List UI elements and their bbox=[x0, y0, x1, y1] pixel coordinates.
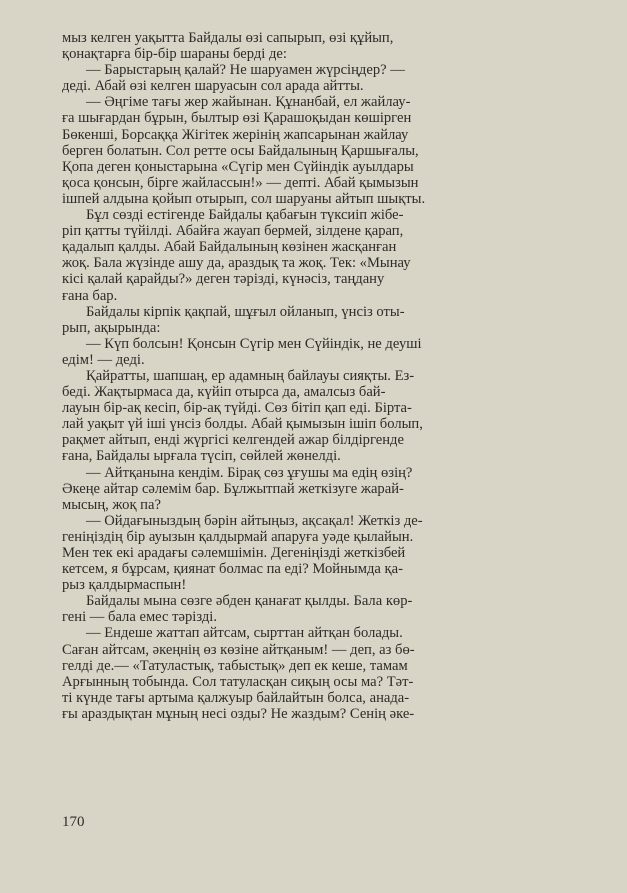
text-line: рып, ақырында: bbox=[62, 319, 161, 336]
text-line: — Күп болсын! Қонсын Сүгір мен Сүйіндік, не деуші bbox=[86, 335, 422, 352]
text-line: мысың, жоқ па? bbox=[62, 496, 161, 513]
text-line: — Әңгіме тағы жер жайынан. Құнанбай, ел жайлау- bbox=[86, 94, 411, 111]
text-line: лай уақыт үй іші үнсіз болды. Абай қымызын ішіп болып, bbox=[62, 416, 423, 433]
page-number: 170 bbox=[62, 814, 85, 830]
text-line: Байдалы мына сөзге әбден қанағат қылды. Бала көр- bbox=[86, 593, 413, 610]
text-line: ға шығардан бұрын, былтыр өзі Қарашоқыдан көшірген bbox=[62, 110, 412, 127]
text-line: берген болатын. Сол ретте осы Байдалының Қаршығалы, bbox=[62, 142, 419, 159]
text-line: ті күнде тағы артыма қалжуыр байлайтын болса, анада- bbox=[62, 689, 410, 706]
body-text bbox=[62, 30, 583, 722]
text-line: кісі қалай қарайды?» деген тәрізді, күнәсіз, таңдану bbox=[62, 271, 385, 288]
text-line: Әкеңе айтар сәлемім бар. Бұлжытпай жеткізуге жарай- bbox=[62, 480, 404, 497]
text-line: ғана, Байдалы ырғала түсіп, сөйлей жөнелді. bbox=[62, 448, 341, 465]
text-line: едім! — деді. bbox=[62, 351, 145, 368]
text-line: ғана бар. bbox=[62, 287, 118, 304]
text-line: қонақтарға бір-бір шараны берді де: bbox=[62, 46, 287, 63]
text-line: гелді де.— «Татуластық, табыстық» деп ек кеше, тамам bbox=[62, 657, 408, 674]
text-line: Бөкенші, Борсаққа Жігітек жерінің жапсарынан жайлау bbox=[62, 126, 409, 143]
text-line: қоса қонсын, бірге жайлассын!» — депті. Абай қымызын bbox=[62, 174, 419, 191]
text-line: — Айтқанына кендім. Бірақ сөз ұғушы ма едің өзің? bbox=[86, 464, 413, 481]
text-line: Қайратты, шапшаң, ер адамның байлауы сияқты. Ез- bbox=[86, 367, 415, 384]
text-line: деді. Абай өзі келген шаруасын сол арада айтты. bbox=[62, 78, 364, 95]
text-line: Арғынның тобында. Сол татуласқан сиқың осы ма? Тәт- bbox=[62, 673, 414, 690]
text-line: Байдалы кірпік қақпай, шұғыл ойланып, үнсіз оты- bbox=[86, 303, 405, 320]
text-line: рақмет айтып, енді жүргісі келгендей ажар білдіргенде bbox=[62, 432, 404, 449]
text-line: геніңіздің бір ауызын қалдырмай апаруға уәде қылайын. bbox=[62, 528, 414, 545]
text-line: ішпей алдына қойып отырып, сол шаруаны айтып шықты. bbox=[62, 190, 426, 207]
text-line: Қопа деген қоныстарына «Сүгір мен Сүйіндік ауылдары bbox=[62, 158, 414, 175]
text-line: Саған айтсам, әкеңнің өз көзіне айтқаным! — деп, аз бө- bbox=[62, 641, 415, 658]
text-line: рыз қалдырмаспын! bbox=[62, 577, 187, 594]
text-line: — Барыстарың қалай? Не шаруамен жүрсіңдер? — bbox=[86, 62, 405, 79]
text-line: — Ойдағыныздың бәрін айтыңыз, ақсақал! Жеткіз де- bbox=[86, 512, 423, 529]
text-line: ғы араздықтан мұның несі озды? Не жаздым? Сенің әке- bbox=[62, 705, 415, 722]
text-line: жоқ. Бала жүзінде ашу да, араздық та жоқ. Тек: «Мынау bbox=[62, 255, 411, 272]
text-line: лауын бір-ақ кесіп, бір-ақ түйді. Сөз бітіп қап еді. Бірта- bbox=[62, 400, 412, 417]
text-line: — Ендеше жаттап айтсам, сырттан айтқан болады. bbox=[86, 625, 403, 642]
text-line: қадалып қалды. Абай Байдалының көзінен жасқанған bbox=[62, 239, 397, 256]
text-line: кетсем, я бұрсам, қиянат болмас па еді? Мойнымда қа- bbox=[62, 561, 403, 578]
text-line: Мен тек екі арадағы сәлемшімін. Дегеніңізді жеткізбей bbox=[62, 545, 406, 561]
text-line: гені — бала емес тәрізді. bbox=[62, 609, 217, 626]
text-line: ріп қатты түйілді. Абайға жауап бермей, зілдене қарап, bbox=[62, 223, 404, 240]
text-line: беді. Жақтырмаса да, күйіп отырса да, амалсыз бай- bbox=[62, 384, 386, 401]
text-line: мыз келген уақытта Байдалы өзі сапырып, өзі құйып, bbox=[62, 30, 394, 46]
text-line: Бұл сөзді естігенде Байдалы қабағын түксиіп жібе- bbox=[86, 207, 404, 224]
